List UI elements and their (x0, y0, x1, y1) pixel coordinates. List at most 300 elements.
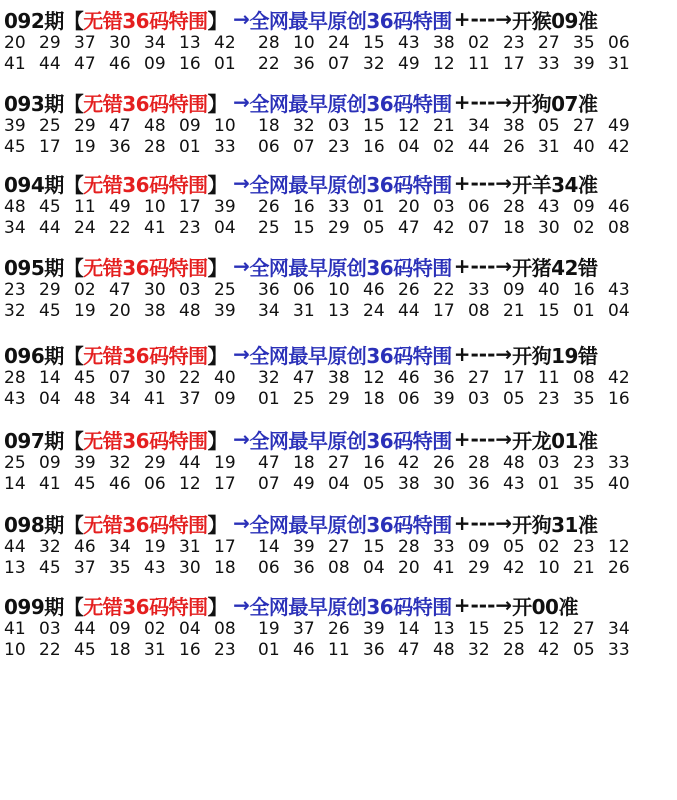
number-cell: 02 (468, 32, 490, 53)
number-cell: 04 (398, 137, 420, 158)
number-cell: 36 (293, 54, 315, 75)
label-text: 无错36码特围 (83, 343, 208, 368)
number-cell: 17 (503, 54, 525, 75)
period-header (4, 592, 676, 618)
number-cell: 06 (293, 279, 315, 300)
number-cell: 17 (179, 196, 201, 217)
number-cell: 07 (109, 367, 131, 388)
number-cell: 26 (328, 618, 350, 639)
number-row (4, 115, 676, 137)
number-cell: 16 (179, 54, 201, 75)
number-cell: 28 (4, 367, 26, 388)
number-cell: 23 (328, 137, 350, 158)
number-cell: 30 (144, 279, 166, 300)
number-cell: 15 (293, 218, 315, 239)
number-cell: 38 (398, 474, 420, 495)
number-cell: 25 (39, 115, 61, 136)
number-cell: 43 (144, 558, 166, 579)
issue-number: 097期 (4, 428, 64, 453)
number-cell: 17 (503, 367, 525, 388)
number-cell: 48 (503, 452, 525, 473)
number-cell: 27 (328, 452, 350, 473)
number-cell: 09 (144, 54, 166, 75)
number-cell: 02 (144, 618, 166, 639)
number-cell: 32 (468, 640, 490, 661)
number-cell: 14 (398, 618, 420, 639)
number-cell: 04 (39, 389, 61, 410)
number-cell: 03 (433, 196, 455, 217)
number-cell: 25 (4, 452, 26, 473)
number-cell: 34 (109, 536, 131, 557)
number-cell: 22 (258, 54, 280, 75)
number-cell: 40 (538, 279, 560, 300)
period-block (4, 89, 676, 158)
label-text: 无错36码特围 (83, 512, 208, 537)
number-cell: 09 (214, 389, 236, 410)
slogan-text: 全网最早原创36码特围 (249, 91, 452, 116)
number-cell: 39 (214, 196, 236, 217)
period-header (4, 6, 676, 32)
result-text: 开狗19错 (512, 343, 598, 368)
arrow-icon: → (233, 427, 250, 451)
number-cell: 04 (608, 301, 630, 322)
number-cell: 03 (39, 618, 61, 639)
number-cell: 25 (293, 389, 315, 410)
number-cell: 43 (608, 279, 630, 300)
number-cell: 48 (74, 389, 96, 410)
number-cell: 42 (608, 137, 630, 158)
number-cell: 44 (468, 137, 490, 158)
number-cell: 41 (4, 54, 26, 75)
number-cell: 29 (39, 32, 61, 53)
number-cell: 39 (433, 389, 455, 410)
number-cell: 40 (608, 474, 630, 495)
number-cell: 25 (214, 279, 236, 300)
number-cell: 11 (538, 367, 560, 388)
period-header (4, 510, 676, 536)
number-cell: 01 (573, 301, 595, 322)
number-cell: 13 (328, 301, 350, 322)
bracket-close: 】 (207, 428, 228, 453)
number-cell: 47 (258, 452, 280, 473)
number-cell: 34 (468, 115, 490, 136)
number-cell: 12 (608, 536, 630, 557)
number-cell: 23 (4, 279, 26, 300)
number-cell: 17 (214, 474, 236, 495)
number-cell: 32 (293, 115, 315, 136)
number-cell: 33 (468, 279, 490, 300)
number-cell: 31 (144, 640, 166, 661)
number-cell: 39 (214, 301, 236, 322)
bracket-close: 】 (207, 255, 228, 280)
number-cell: 33 (433, 536, 455, 557)
number-cell: 11 (468, 54, 490, 75)
number-cell: 24 (363, 301, 385, 322)
number-cell: 02 (74, 279, 96, 300)
number-cell: 10 (4, 640, 26, 661)
number-cell: 01 (538, 474, 560, 495)
number-cell: 26 (608, 558, 630, 579)
number-cell: 18 (293, 452, 315, 473)
number-cell: 12 (433, 54, 455, 75)
period-header (4, 89, 676, 115)
arrow-icon: → (233, 511, 250, 535)
number-cell: 36 (433, 367, 455, 388)
number-cell: 40 (214, 367, 236, 388)
bracket-open: 【 (63, 428, 84, 453)
number-cell: 17 (433, 301, 455, 322)
number-cell: 37 (293, 618, 315, 639)
number-cell: 05 (503, 536, 525, 557)
bracket-close: 】 (207, 594, 228, 619)
number-cell: 33 (608, 452, 630, 473)
number-cell: 30 (538, 218, 560, 239)
bracket-open: 【 (63, 91, 84, 116)
number-cell: 32 (258, 367, 280, 388)
number-cell: 47 (109, 279, 131, 300)
number-cell: 02 (573, 218, 595, 239)
bracket-close: 】 (207, 91, 228, 116)
number-cell: 13 (4, 558, 26, 579)
number-cell: 33 (214, 137, 236, 158)
issue-number: 093期 (4, 91, 64, 116)
number-cell: 49 (608, 115, 630, 136)
number-cell: 44 (39, 54, 61, 75)
number-cell: 15 (363, 536, 385, 557)
number-cell: 22 (433, 279, 455, 300)
number-cell: 32 (4, 301, 26, 322)
arrow-icon: → (233, 593, 250, 617)
number-cell: 32 (109, 452, 131, 473)
number-cell: 01 (258, 640, 280, 661)
number-cell: 15 (468, 618, 490, 639)
number-cell: 36 (363, 640, 385, 661)
number-cell: 30 (179, 558, 201, 579)
number-cell: 28 (258, 32, 280, 53)
number-cell: 48 (4, 196, 26, 217)
number-cell: 01 (179, 137, 201, 158)
issue-number: 092期 (4, 8, 64, 33)
slogan-text: 全网最早原创36码特围 (249, 8, 452, 33)
dash-arrow: +---→ (453, 427, 513, 451)
number-cell: 45 (39, 558, 61, 579)
number-cell: 22 (39, 640, 61, 661)
label-text: 无错36码特围 (83, 91, 208, 116)
number-cell: 03 (468, 389, 490, 410)
number-cell: 27 (538, 32, 560, 53)
number-cell: 16 (608, 389, 630, 410)
number-cell: 03 (538, 452, 560, 473)
number-row (4, 618, 676, 640)
period-block (4, 426, 676, 495)
number-cell: 29 (328, 389, 350, 410)
number-cell: 14 (258, 536, 280, 557)
period-block (4, 592, 676, 661)
number-row (4, 54, 676, 76)
number-cell: 43 (538, 196, 560, 217)
number-cell: 10 (214, 115, 236, 136)
issue-number: 094期 (4, 172, 64, 197)
number-cell: 38 (144, 301, 166, 322)
number-cell: 39 (293, 536, 315, 557)
number-cell: 44 (39, 218, 61, 239)
number-cell: 09 (109, 618, 131, 639)
number-cell: 42 (503, 558, 525, 579)
number-cell: 07 (293, 137, 315, 158)
number-cell: 38 (433, 32, 455, 53)
number-row (4, 640, 676, 662)
bracket-close: 】 (207, 172, 228, 197)
number-cell: 03 (328, 115, 350, 136)
number-cell: 47 (398, 640, 420, 661)
number-cell: 29 (328, 218, 350, 239)
number-cell: 07 (258, 474, 280, 495)
number-cell: 49 (293, 474, 315, 495)
slogan-text: 全网最早原创36码特围 (249, 594, 452, 619)
label-text: 无错36码特围 (83, 8, 208, 33)
number-cell: 33 (538, 54, 560, 75)
number-cell: 08 (468, 301, 490, 322)
number-cell: 27 (468, 367, 490, 388)
number-cell: 37 (74, 32, 96, 53)
number-cell: 11 (74, 196, 96, 217)
number-cell: 28 (398, 536, 420, 557)
bracket-open: 【 (63, 255, 84, 280)
bracket-close: 】 (207, 512, 228, 537)
number-cell: 15 (538, 301, 560, 322)
number-cell: 39 (74, 452, 96, 473)
number-cell: 43 (398, 32, 420, 53)
number-cell: 31 (608, 54, 630, 75)
number-cell: 09 (573, 196, 595, 217)
number-cell: 05 (503, 389, 525, 410)
number-cell: 42 (214, 32, 236, 53)
result-text: 开龙01准 (512, 428, 598, 453)
number-cell: 26 (503, 137, 525, 158)
number-cell: 48 (179, 301, 201, 322)
arrow-icon: → (233, 90, 250, 114)
number-cell: 06 (398, 389, 420, 410)
number-cell: 43 (4, 389, 26, 410)
number-cell: 46 (293, 640, 315, 661)
number-cell: 01 (214, 54, 236, 75)
bracket-open: 【 (63, 343, 84, 368)
number-cell: 49 (109, 196, 131, 217)
number-cell: 45 (4, 137, 26, 158)
number-cell: 28 (144, 137, 166, 158)
bracket-close: 】 (207, 8, 228, 33)
number-cell: 46 (109, 54, 131, 75)
number-cell: 01 (258, 389, 280, 410)
period-block (4, 510, 676, 579)
number-cell: 06 (258, 558, 280, 579)
number-row (4, 279, 676, 301)
number-cell: 05 (363, 474, 385, 495)
number-cell: 36 (109, 137, 131, 158)
arrow-icon: → (233, 342, 250, 366)
number-cell: 18 (214, 558, 236, 579)
number-cell: 39 (4, 115, 26, 136)
number-cell: 19 (144, 536, 166, 557)
number-cell: 49 (398, 54, 420, 75)
dash-arrow: +---→ (453, 171, 513, 195)
number-cell: 31 (293, 301, 315, 322)
period-block (4, 170, 676, 239)
bracket-open: 【 (63, 8, 84, 33)
label-text: 无错36码特围 (83, 255, 208, 280)
number-cell: 37 (179, 389, 201, 410)
number-cell: 03 (179, 279, 201, 300)
number-cell: 16 (293, 196, 315, 217)
number-cell: 35 (573, 389, 595, 410)
number-cell: 28 (503, 640, 525, 661)
number-cell: 24 (328, 32, 350, 53)
dash-arrow: +---→ (453, 7, 513, 31)
number-cell: 04 (179, 618, 201, 639)
period-header (4, 253, 676, 279)
number-cell: 14 (39, 367, 61, 388)
number-cell: 42 (538, 640, 560, 661)
number-cell: 27 (328, 536, 350, 557)
number-row (4, 137, 676, 159)
number-cell: 38 (503, 115, 525, 136)
bracket-open: 【 (63, 512, 84, 537)
result-text: 开猴09准 (512, 8, 598, 33)
number-cell: 17 (39, 137, 61, 158)
number-cell: 30 (144, 367, 166, 388)
number-cell: 34 (4, 218, 26, 239)
number-cell: 29 (39, 279, 61, 300)
number-cell: 12 (179, 474, 201, 495)
number-cell: 39 (363, 618, 385, 639)
number-row (4, 452, 676, 474)
number-cell: 46 (608, 196, 630, 217)
number-cell: 18 (363, 389, 385, 410)
slogan-text: 全网最早原创36码特围 (249, 428, 452, 453)
number-cell: 35 (573, 32, 595, 53)
number-cell: 33 (328, 196, 350, 217)
number-cell: 08 (214, 618, 236, 639)
arrow-icon: → (233, 254, 250, 278)
number-row (4, 367, 676, 389)
number-cell: 11 (328, 640, 350, 661)
number-cell: 36 (293, 558, 315, 579)
number-cell: 46 (74, 536, 96, 557)
dash-arrow: +---→ (453, 254, 513, 278)
number-cell: 42 (398, 452, 420, 473)
number-cell: 35 (573, 474, 595, 495)
number-cell: 28 (468, 452, 490, 473)
number-cell: 29 (468, 558, 490, 579)
number-cell: 37 (74, 558, 96, 579)
number-cell: 18 (258, 115, 280, 136)
number-cell: 41 (4, 618, 26, 639)
number-cell: 46 (109, 474, 131, 495)
dash-arrow: +---→ (453, 90, 513, 114)
number-cell: 39 (573, 54, 595, 75)
number-cell: 18 (109, 640, 131, 661)
number-cell: 23 (179, 218, 201, 239)
number-cell: 45 (74, 640, 96, 661)
result-text: 开00准 (512, 594, 578, 619)
result-text: 开狗07准 (512, 91, 598, 116)
number-cell: 47 (109, 115, 131, 136)
number-cell: 13 (179, 32, 201, 53)
number-cell: 23 (503, 32, 525, 53)
number-cell: 32 (39, 536, 61, 557)
period-header (4, 426, 676, 452)
slogan-text: 全网最早原创36码特围 (249, 255, 452, 280)
number-cell: 34 (608, 618, 630, 639)
arrow-icon: → (233, 7, 250, 31)
number-cell: 45 (74, 474, 96, 495)
number-cell: 36 (258, 279, 280, 300)
number-cell: 15 (363, 115, 385, 136)
number-cell: 01 (363, 196, 385, 217)
number-cell: 23 (538, 389, 560, 410)
number-cell: 30 (109, 32, 131, 53)
number-cell: 16 (573, 279, 595, 300)
number-cell: 47 (293, 367, 315, 388)
number-cell: 48 (144, 115, 166, 136)
number-row (4, 558, 676, 580)
number-cell: 45 (39, 196, 61, 217)
number-cell: 02 (433, 137, 455, 158)
number-cell: 08 (608, 218, 630, 239)
number-cell: 20 (109, 301, 131, 322)
number-cell: 18 (503, 218, 525, 239)
number-cell: 06 (608, 32, 630, 53)
number-cell: 21 (573, 558, 595, 579)
number-cell: 22 (179, 367, 201, 388)
number-cell: 09 (39, 452, 61, 473)
number-cell: 34 (144, 32, 166, 53)
number-cell: 47 (74, 54, 96, 75)
dash-arrow: +---→ (453, 342, 513, 366)
number-cell: 33 (608, 640, 630, 661)
number-cell: 42 (608, 367, 630, 388)
number-cell: 19 (258, 618, 280, 639)
number-cell: 07 (328, 54, 350, 75)
number-cell: 05 (538, 115, 560, 136)
number-cell: 25 (503, 618, 525, 639)
number-cell: 27 (573, 115, 595, 136)
number-cell: 34 (109, 389, 131, 410)
number-cell: 05 (363, 218, 385, 239)
number-cell: 12 (538, 618, 560, 639)
issue-number: 096期 (4, 343, 64, 368)
number-cell: 38 (328, 367, 350, 388)
number-cell: 31 (538, 137, 560, 158)
issue-number: 098期 (4, 512, 64, 537)
result-text: 开猪42错 (512, 255, 598, 280)
slogan-text: 全网最早原创36码特围 (249, 512, 452, 537)
number-row (4, 32, 676, 54)
number-cell: 07 (468, 218, 490, 239)
number-cell: 10 (328, 279, 350, 300)
number-cell: 46 (363, 279, 385, 300)
label-text: 无错36码特围 (83, 594, 208, 619)
number-cell: 05 (573, 640, 595, 661)
number-cell: 19 (74, 137, 96, 158)
number-cell: 08 (573, 367, 595, 388)
number-cell: 09 (503, 279, 525, 300)
period-block (4, 6, 676, 75)
number-cell: 14 (4, 474, 26, 495)
number-cell: 29 (144, 452, 166, 473)
number-cell: 10 (144, 196, 166, 217)
number-cell: 26 (433, 452, 455, 473)
